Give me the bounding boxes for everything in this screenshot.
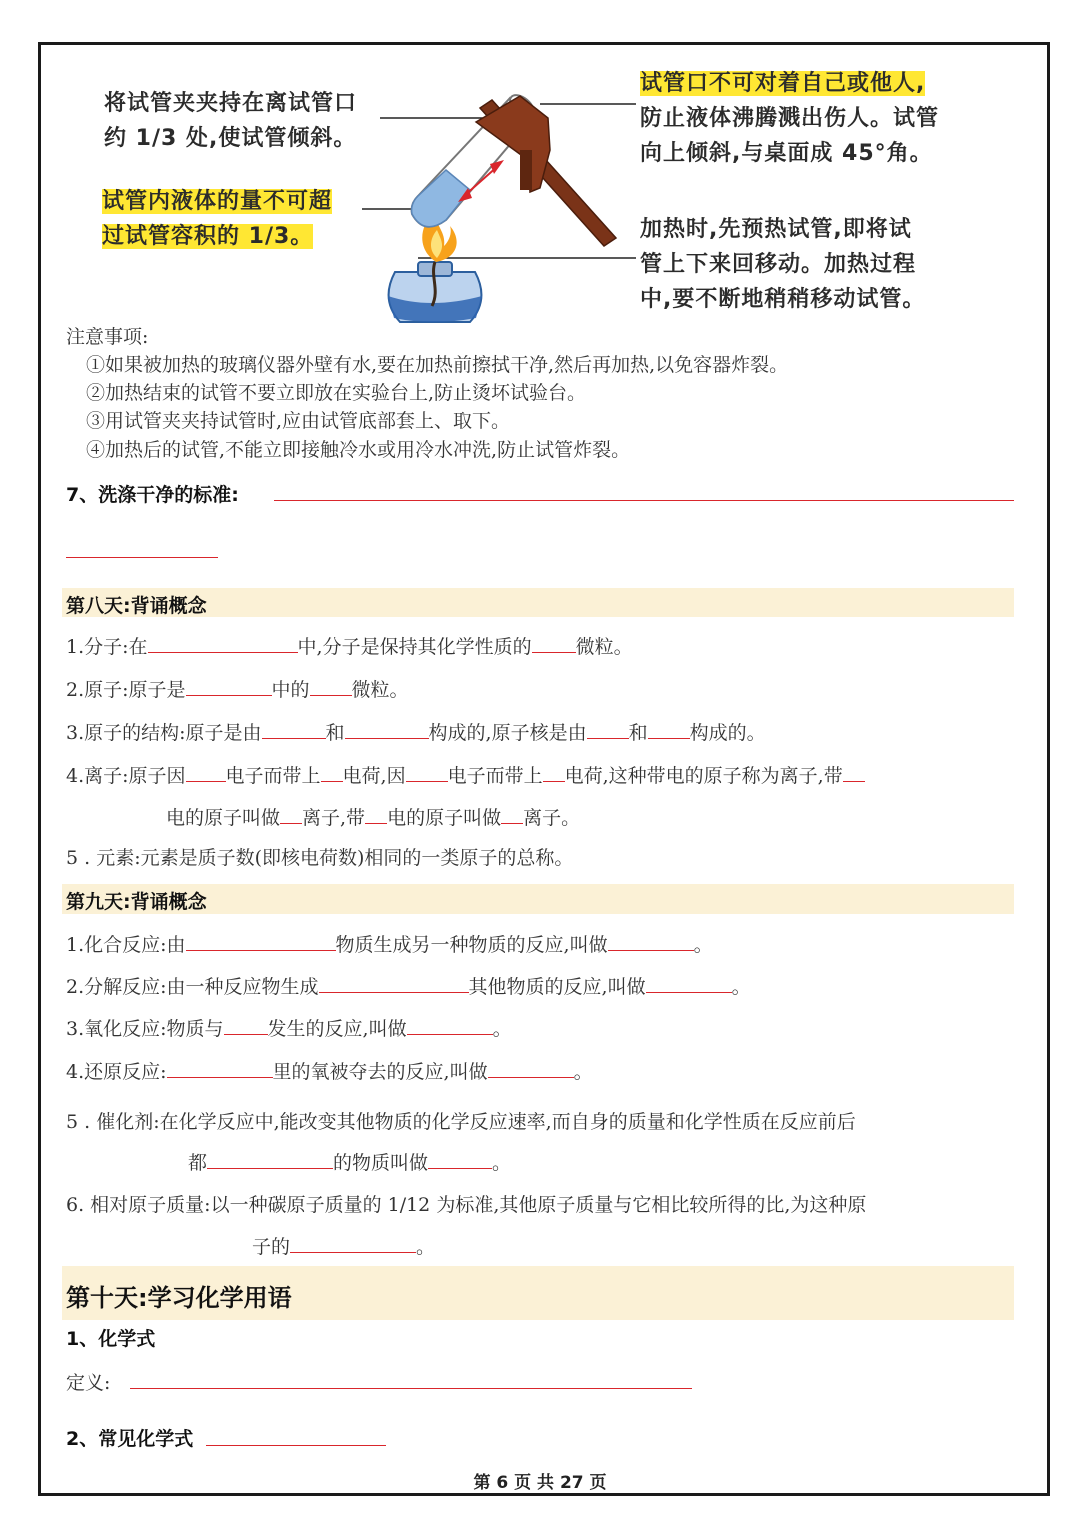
day8-heading-band	[62, 588, 1014, 617]
note-liquid-volume: 试管内液体的量不可超 过试管容积的 1/3。	[102, 189, 333, 249]
section-heading: 第八天:背诵概念	[66, 595, 207, 617]
answer-blank[interactable]	[532, 634, 576, 653]
notes-title: 注意事项:	[66, 326, 149, 348]
day10-heading-band	[62, 1266, 1014, 1320]
definition-label: 定义:	[66, 1372, 111, 1394]
subsection-title: 1、化学式	[66, 1328, 156, 1350]
answer-blank[interactable]	[224, 1016, 268, 1035]
note-item: ②加热结束的试管不要立即放在实验台上,防止烫坏试验台。	[86, 382, 587, 404]
subsection-title: 2、常见化学式	[66, 1428, 194, 1450]
note-preheat: 加热时,先预热试管,即将试 管上下来回移动。加热过程 中,要不断地稍稍移动试管。	[640, 217, 926, 312]
answer-blank[interactable]	[428, 1150, 492, 1169]
answer-blank[interactable]	[319, 974, 469, 993]
answer-blank[interactable]	[843, 763, 865, 782]
answer-blank[interactable]	[66, 557, 218, 558]
concept-line: 5 . 催化剂:在化学反应中,能改变其他物质的化学反应速率,而自身的质量和化学性质在反应前后	[66, 1111, 856, 1133]
apparatus-illustration	[0, 0, 1080, 340]
answer-blank[interactable]	[310, 677, 352, 696]
concept-line: 3.氧化反应:物质与 发生的反应,叫做 。	[66, 1018, 512, 1040]
test-tube-clamp	[476, 96, 616, 246]
answer-blank[interactable]	[186, 932, 336, 951]
concept-line: 都 的物质叫做 。	[188, 1152, 512, 1174]
answer-blank[interactable]	[543, 763, 565, 782]
concept-line: 4.还原反应: 里的氧被夺去的反应,叫做 。	[66, 1061, 593, 1083]
answer-blank[interactable]	[646, 974, 732, 993]
concept-line: 电的原子叫做 离子,带 电的原子叫做 离子。	[166, 807, 581, 829]
answer-blank[interactable]	[262, 720, 326, 739]
answer-blank[interactable]	[321, 763, 343, 782]
q7-label: 7、洗涤干净的标准:	[66, 484, 239, 506]
concept-line: 2.分解反应:由一种反应物生成 其他物质的反应,叫做 。	[66, 976, 751, 998]
answer-blank[interactable]	[280, 805, 302, 824]
note-item: ③用试管夹夹持试管时,应由试管底部套上、取下。	[86, 410, 511, 432]
answer-blank[interactable]	[345, 720, 429, 739]
note-clamp: 将试管夹夹持在离试管口 约 1/3 处,使试管倾斜。	[104, 91, 358, 151]
answer-blank[interactable]	[130, 1388, 692, 1389]
section-heading: 第十天:学习化学用语	[66, 1284, 292, 1312]
answer-blank[interactable]	[186, 763, 226, 782]
concept-line: 1.分子:在 中,分子是保持其化学性质的 微粒。	[66, 636, 633, 658]
concept-line: 子的 。	[252, 1236, 436, 1258]
answer-blank[interactable]	[587, 720, 629, 739]
answer-blank[interactable]	[290, 1234, 416, 1253]
concept-line: 4.离子:原子因 电子而带上 电荷,因 电子而带上 电荷,这种带电的原子称为离子,带	[66, 761, 865, 788]
note-mouth-direction: 试管口不可对着自己或他人, 防止液体沸腾溅出伤人。试管 向上倾斜,与桌面成 45°角。	[640, 71, 940, 166]
answer-blank[interactable]	[148, 634, 298, 653]
day9-heading-band	[62, 884, 1014, 914]
answer-blank[interactable]	[206, 1445, 386, 1446]
section-heading: 第九天:背诵概念	[66, 891, 207, 913]
concept-line: 6. 相对原子质量:以一种碳原子质量的 1/12 为标准,其他原子质量与它相比较所得的比,为这种原	[66, 1194, 867, 1216]
concept-line: 1.化合反应:由 物质生成另一种物质的反应,叫做 。	[66, 934, 713, 956]
concept-line: 3.原子的结构:原子是由 和 构成的,原子核是由 和 构成的。	[66, 722, 766, 744]
concept-line: 5 . 元素:元素是质子数(即核电荷数)相同的一类原子的总称。	[66, 847, 574, 869]
answer-blank[interactable]	[407, 1016, 493, 1035]
answer-blank[interactable]	[365, 805, 387, 824]
answer-blank[interactable]	[488, 1059, 574, 1078]
answer-blank[interactable]	[406, 763, 448, 782]
alcohol-lamp	[388, 262, 482, 322]
answer-blank[interactable]	[207, 1150, 333, 1169]
page-number: 第 6 页 共 27 页	[473, 1473, 607, 1493]
note-item: ①如果被加热的玻璃仪器外壁有水,要在加热前擦拭干净,然后再加热,以免容器炸裂。	[86, 354, 789, 376]
note-item: ④加热后的试管,不能立即接触冷水或用冷水冲洗,防止试管炸裂。	[86, 439, 631, 461]
answer-blank[interactable]	[186, 677, 272, 696]
answer-blank[interactable]	[608, 932, 694, 951]
concept-line: 2.原子:原子是 中的 微粒。	[66, 679, 409, 701]
answer-blank[interactable]	[167, 1059, 273, 1078]
answer-blank[interactable]	[274, 500, 1014, 501]
answer-blank[interactable]	[501, 805, 523, 824]
answer-blank[interactable]	[648, 720, 690, 739]
